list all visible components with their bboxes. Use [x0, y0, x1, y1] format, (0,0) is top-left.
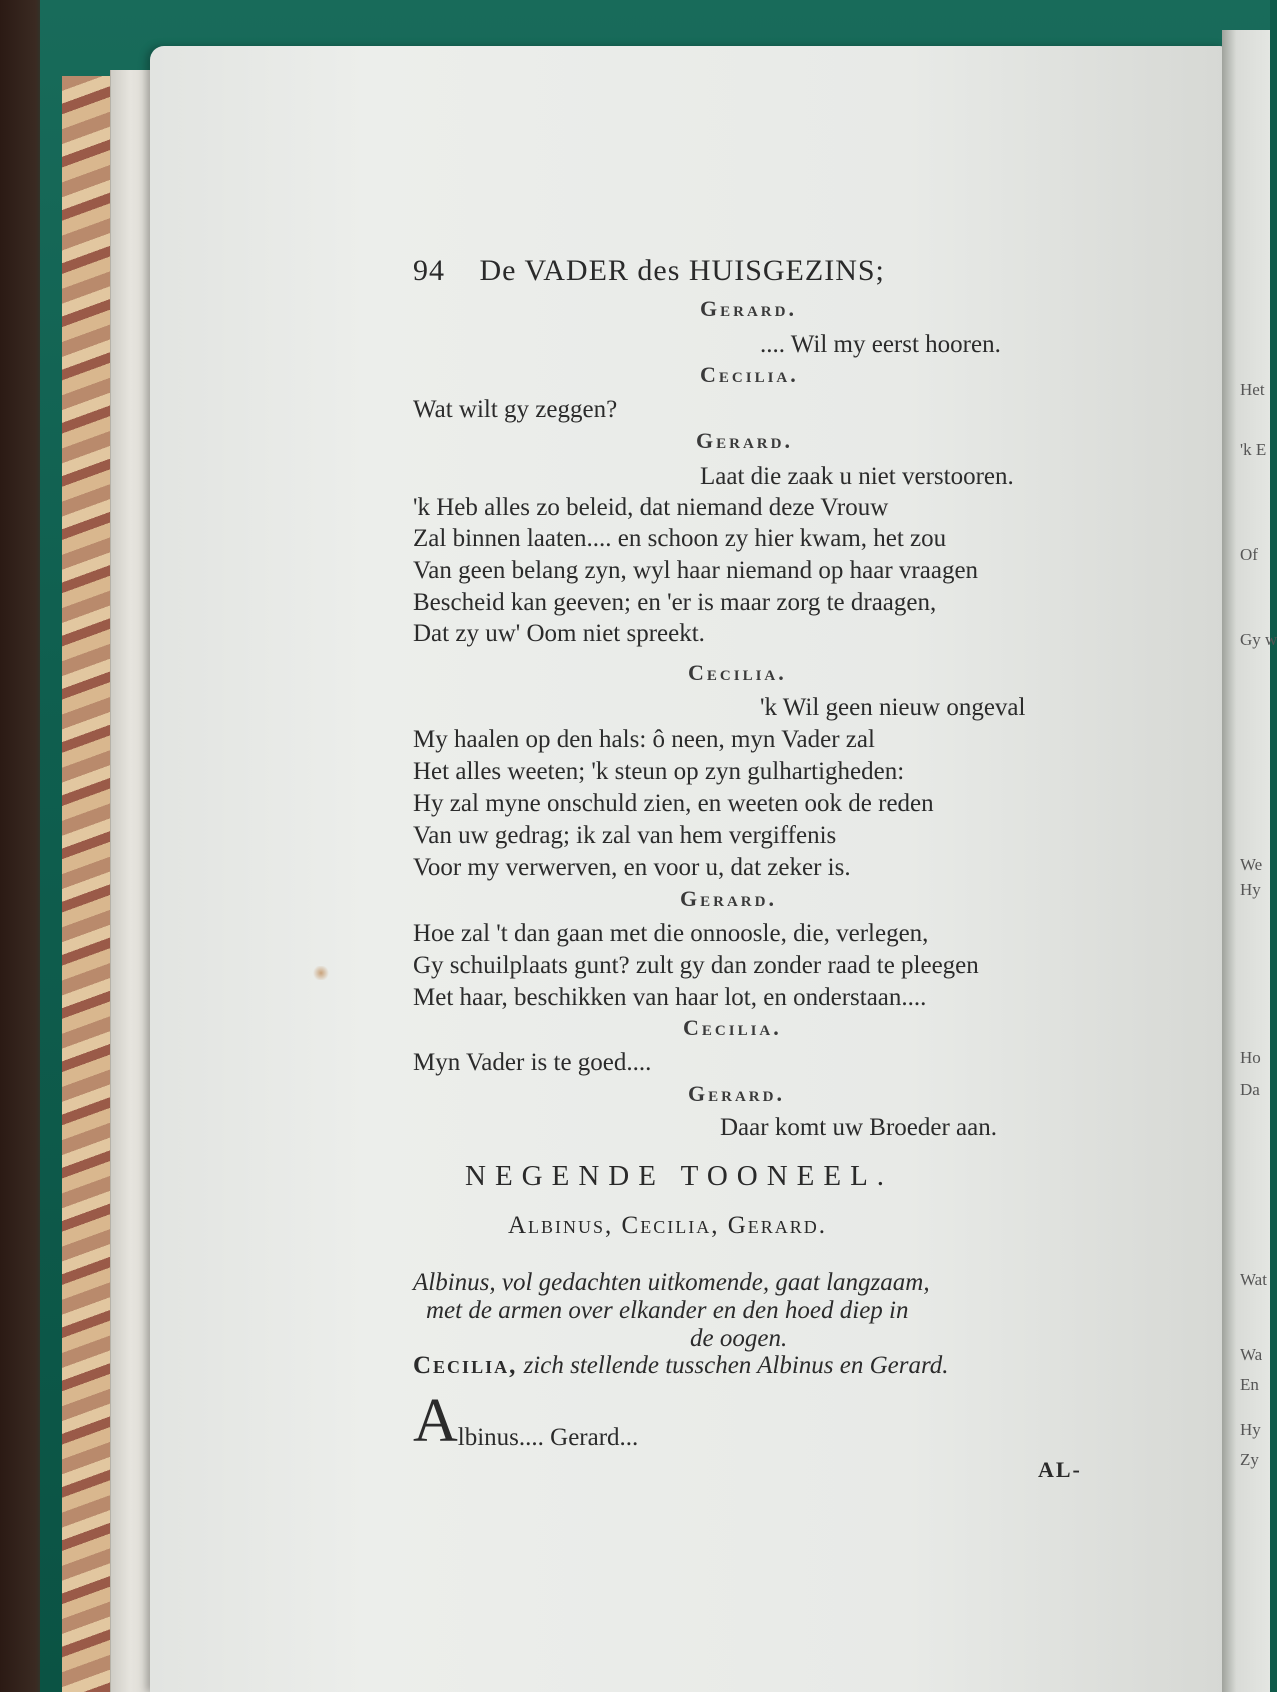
speaker-name: Gerard. [696, 428, 793, 453]
facing-page-fragment: Ho [1240, 1048, 1261, 1067]
running-title: De VADER des HUISGEZINS; [479, 254, 885, 287]
verse-line: Bescheid kan geeven; en 'er is maar zorg te draagen, [413, 589, 937, 616]
running-head [413, 254, 885, 288]
stage-direction-line: de oogen. [690, 1325, 788, 1352]
facing-page-fragment: 'k E [1240, 440, 1267, 459]
opening-line [413, 1387, 639, 1455]
facing-page-fragment: Het [1240, 380, 1265, 399]
verse-line: Hoe zal 't dan gaan met die onnoosle, die, verlegen, [413, 920, 929, 947]
facing-page-fragment: Da [1240, 1080, 1260, 1099]
facing-page-fragment: Hy [1240, 1420, 1261, 1439]
cue-stage-note: zich stellende tusschen Albinus en Gerard. [523, 1352, 949, 1379]
verse-line: Van geen belang zyn, wyl haar niemand op haar vraagen [413, 557, 979, 584]
verse-line: My haalen op den hals: ô neen, myn Vader zal [413, 726, 875, 753]
speaker-name: Cecilia. [683, 1015, 782, 1040]
verse-line: Dat zy uw' Oom niet spreekt. [413, 620, 705, 647]
facing-page-fragment: Gy w [1240, 630, 1277, 649]
verse-line: Laat die zaak u niet verstooren. [700, 463, 1014, 490]
verse-line: 'k Wil geen nieuw ongeval [760, 694, 1026, 721]
verse-line: Daar komt uw Broeder aan. [720, 1114, 997, 1141]
speaker-cue [413, 1352, 949, 1380]
verse-line: Van uw gedrag; ik zal van hem vergiffenis [413, 822, 837, 849]
verse-line: Voor my verwerven, en voor u, dat zeker is. [413, 854, 851, 881]
cue-speaker: Cecilia, [413, 1352, 518, 1379]
opening-line-text: lbinus.... Gerard... [457, 1424, 639, 1451]
page-number: 94 [413, 254, 445, 287]
scene-title: NEGENDE TOONEEL. [465, 1160, 894, 1192]
drop-cap: A [413, 1387, 458, 1455]
catchword: AL- [1038, 1457, 1082, 1482]
verse-line: .... Wil my eerst hooren. [760, 331, 1001, 358]
speaker-name: Cecilia. [688, 660, 787, 685]
facing-page-fragment: Zy [1240, 1450, 1259, 1469]
speaker-name: Cecilia. [700, 362, 799, 387]
verse-line: Met haar, beschikken van haar lot, en onderstaan.... [413, 984, 927, 1011]
verse-line: Zal binnen laaten.... en schoon zy hier kwam, het zou [413, 525, 947, 552]
verse-line: 'k Heb alles zo beleid, dat niemand deze Vrouw [413, 494, 889, 521]
paper-stain [312, 966, 330, 980]
facing-page-fragment: Wat [1240, 1270, 1267, 1289]
speaker-name: Gerard. [700, 296, 797, 321]
facing-page-fragment: En [1240, 1375, 1259, 1394]
verse-line: Wat wilt gy zeggen? [413, 396, 618, 423]
speaker-name: Gerard. [680, 886, 777, 911]
facing-page-fragment: Wa [1240, 1345, 1263, 1364]
verse-line: Myn Vader is te goed.... [413, 1049, 652, 1076]
stage-direction-line: Albinus, vol gedachten uitkomende, gaat langzaam, [413, 1269, 930, 1296]
verse-line: Hy zal myne onschuld zien, en weeten ook de reden [413, 790, 934, 817]
scene-persons: Albinus, Cecilia, Gerard. [508, 1212, 828, 1239]
facing-page-fragment: Of [1240, 545, 1258, 564]
facing-page-fragment: Hy [1240, 880, 1261, 899]
verse-line: Het alles weeten; 'k steun op zyn gulhartigheden: [413, 758, 905, 785]
stage-direction-line: met de armen over elkander en den hoed diep in [426, 1297, 909, 1324]
speaker-name: Gerard. [688, 1081, 785, 1106]
facing-page-fragment: We [1240, 855, 1263, 874]
verse-line: Gy schuilplaats gunt? zult gy dan zonder raad te pleegen [413, 952, 979, 979]
